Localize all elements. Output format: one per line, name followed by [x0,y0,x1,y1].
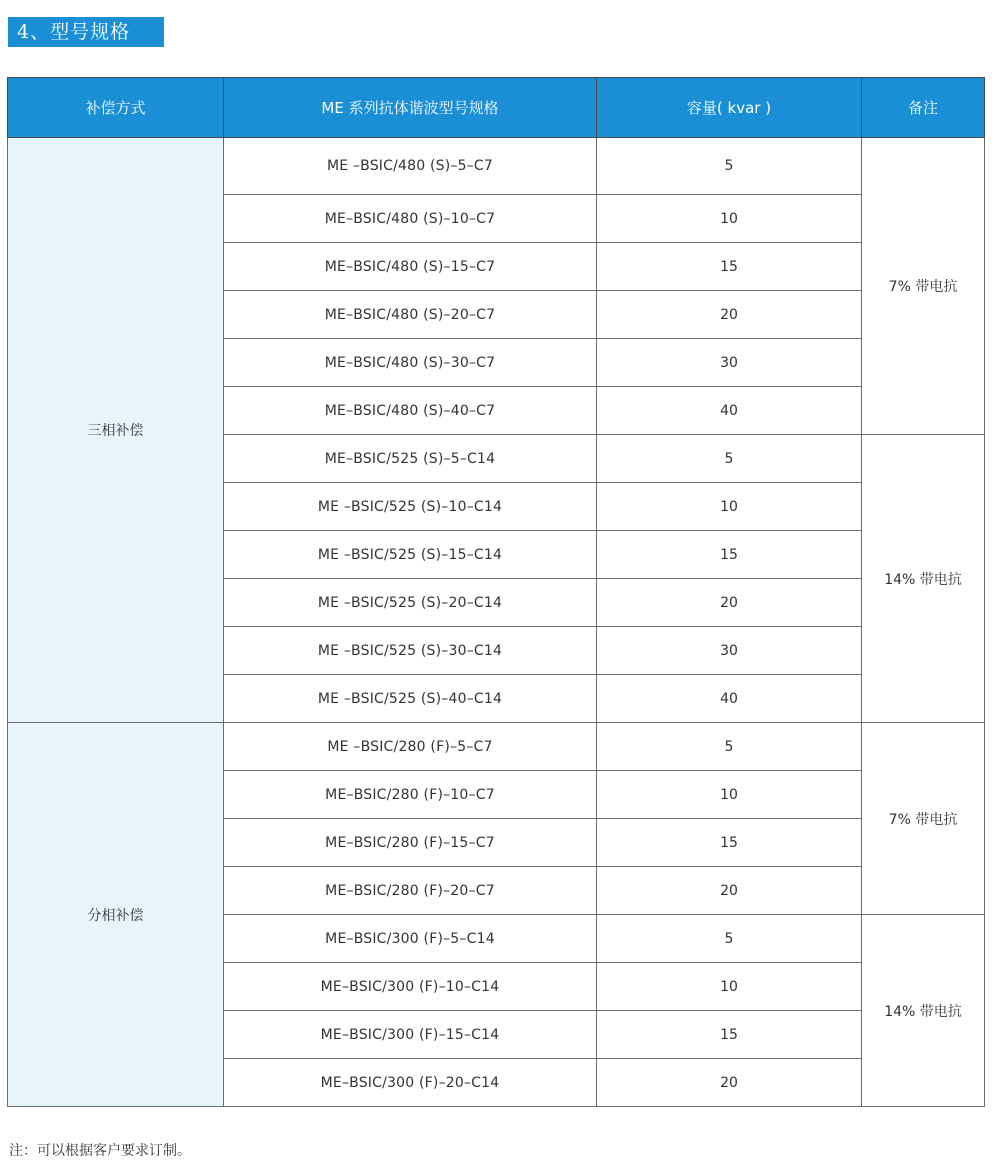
remark-cell: 7% 带电抗 [862,138,985,435]
model-cell: ME–BSIC/300 (F)–10–C14 [224,963,597,1011]
header-remark: 备注 [862,78,985,138]
capacity-cell: 10 [597,771,862,819]
header-model: ME 系列抗体谐波型号规格 [224,78,597,138]
model-cell: ME –BSIC/525 (S)–40–C14 [224,675,597,723]
capacity-cell: 5 [597,138,862,195]
model-cell: ME –BSIC/525 (S)–10–C14 [224,483,597,531]
section-title: 4、型号规格 [8,17,164,47]
compensation-method-cell: 三相补偿 [8,138,224,723]
capacity-cell: 15 [597,243,862,291]
capacity-cell: 30 [597,627,862,675]
capacity-cell: 30 [597,339,862,387]
header-capacity: 容量( kvar ) [597,78,862,138]
model-cell: ME–BSIC/480 (S)–20–C7 [224,291,597,339]
model-cell: ME –BSIC/280 (F)–5–C7 [224,723,597,771]
model-cell: ME –BSIC/525 (S)–15–C14 [224,531,597,579]
table-row [8,138,985,195]
header-method: 补偿方式 [8,78,224,138]
remark-cell: 14% 带电抗 [862,915,985,1107]
model-cell: ME –BSIC/480 (S)–5–C7 [224,138,597,195]
capacity-cell: 10 [597,195,862,243]
table-row [8,723,985,771]
capacity-cell: 5 [597,915,862,963]
capacity-cell: 20 [597,291,862,339]
model-cell: ME–BSIC/300 (F)–15–C14 [224,1011,597,1059]
capacity-cell: 20 [597,579,862,627]
model-cell: ME–BSIC/480 (S)–15–C7 [224,243,597,291]
capacity-cell: 40 [597,675,862,723]
model-cell: ME –BSIC/525 (S)–20–C14 [224,579,597,627]
model-cell: ME–BSIC/480 (S)–10–C7 [224,195,597,243]
capacity-cell: 15 [597,819,862,867]
model-cell: ME–BSIC/525 (S)–5–C14 [224,435,597,483]
footnote: 注：可以根据客户要求订制。 [9,1143,191,1159]
model-cell: ME–BSIC/280 (F)–15–C7 [224,819,597,867]
capacity-cell: 20 [597,867,862,915]
model-cell: ME–BSIC/480 (S)–30–C7 [224,339,597,387]
model-cell: ME–BSIC/280 (F)–20–C7 [224,867,597,915]
capacity-cell: 10 [597,483,862,531]
capacity-cell: 5 [597,723,862,771]
model-cell: ME–BSIC/300 (F)–20–C14 [224,1059,597,1107]
capacity-cell: 15 [597,531,862,579]
spec-table [7,77,985,1107]
table-body [8,138,985,1107]
table-header-row [8,78,985,138]
remark-cell: 7% 带电抗 [862,723,985,915]
model-cell: ME–BSIC/280 (F)–10–C7 [224,771,597,819]
model-cell: ME –BSIC/525 (S)–30–C14 [224,627,597,675]
capacity-cell: 40 [597,387,862,435]
capacity-cell: 20 [597,1059,862,1107]
model-cell: ME–BSIC/300 (F)–5–C14 [224,915,597,963]
model-cell: ME–BSIC/480 (S)–40–C7 [224,387,597,435]
remark-cell: 14% 带电抗 [862,435,985,723]
capacity-cell: 10 [597,963,862,1011]
compensation-method-cell: 分相补偿 [8,723,224,1107]
capacity-cell: 5 [597,435,862,483]
capacity-cell: 15 [597,1011,862,1059]
